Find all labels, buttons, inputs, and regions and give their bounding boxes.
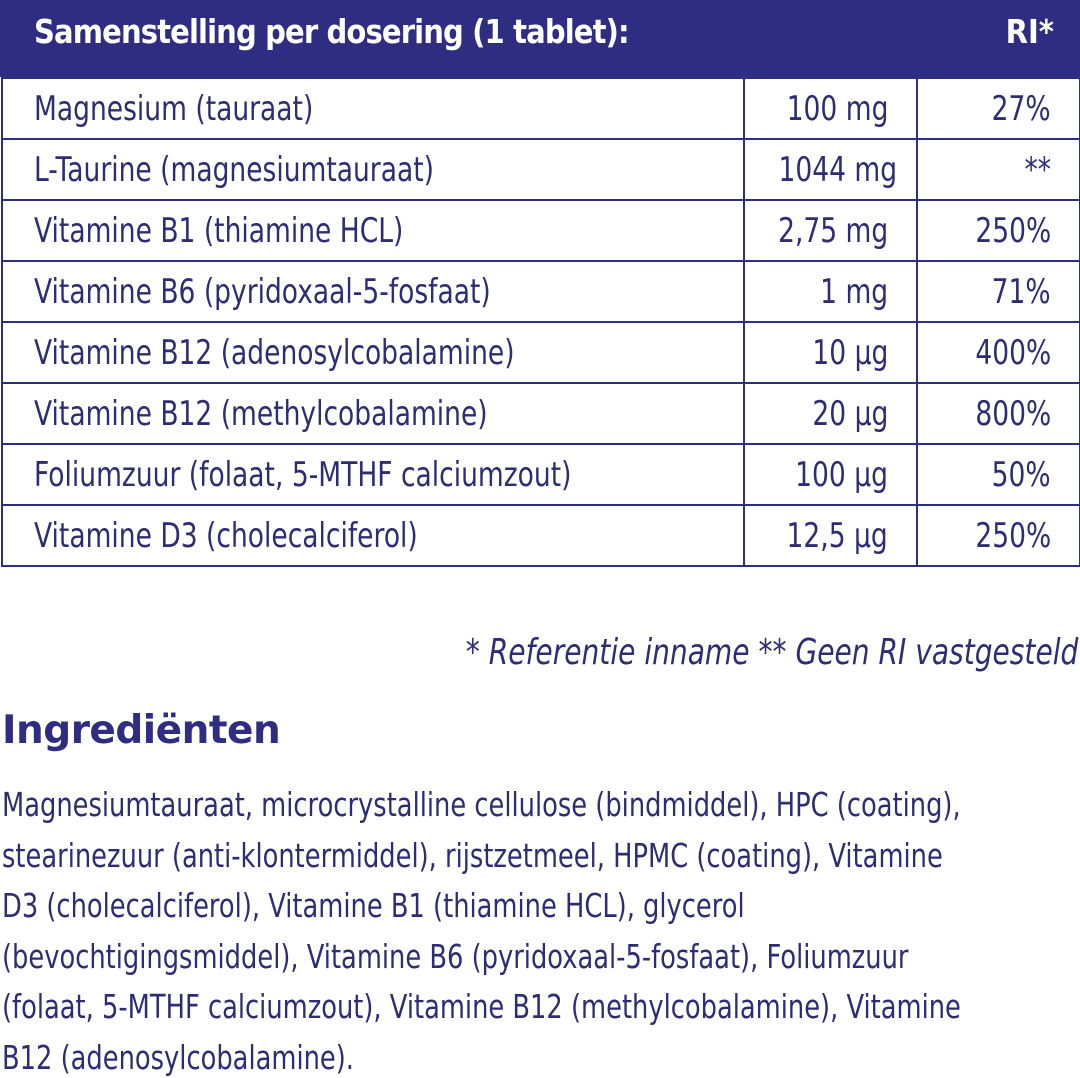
nutrient-amount-cell [744,322,917,383]
nutrient-amount-cell [744,200,917,261]
nutrient-name-cell [2,78,744,139]
nutrient-name-cell [2,200,744,261]
table-row [2,322,1080,383]
nutrient-ri-cell [917,444,1080,505]
nutrient-name: Vitamine B12 (adenosylcobalamine) [34,332,515,373]
table-row [2,78,1080,139]
nutrient-amount-cell [744,78,917,139]
nutrient-amount: 1044 mg [778,149,898,190]
table-row [2,383,1080,444]
nutrient-name: Vitamine B12 (methylcobalamine) [34,393,488,434]
nutrient-amount: 20 µg [812,393,888,434]
ingredients-title: Ingrediënten [2,708,281,753]
ingredients-text: Magnesiumtauraat, microcrystalline cellulose (bindmiddel), HPC (coating), stearinezuur (anti-klontermiddel), rijstzetmeel, HPMC (coating), Vitamine D3 (cholecalciferol), Vitamine B1 (thiamine HCL), glycerol (bevochtigingsmiddel), Vitamine B6 (pyridoxaal-5-fosfaat), Foliumzuur (folaat, 5-MTHF calciumzout), Vitamine B12 (methylcobalamine), Vitamine B12 (adenosylcobalamine). [2,785,961,1077]
nutrient-name-cell [2,322,744,383]
nutrient-ri-cell [917,78,1080,139]
nutrient-ri-cell [917,505,1080,566]
nutrient-amount: 1 mg [820,271,888,312]
nutrient-amount: 100 µg [795,454,888,495]
nutrient-ri: 71% [992,271,1051,312]
nutrient-ri-cell [917,200,1080,261]
nutrient-amount-cell [744,505,917,566]
nutrient-ri: 800% [975,393,1051,434]
nutrient-ri: 250% [975,515,1051,556]
nutrient-name: Vitamine B1 (thiamine HCL) [34,210,404,251]
nutrient-name: Magnesium (tauraat) [34,88,314,129]
nutrient-ri: 250% [975,210,1051,251]
table-row [2,139,1080,200]
nutrient-name-cell [2,383,744,444]
nutrient-name: Vitamine D3 (cholecalciferol) [34,515,418,556]
nutrient-name-cell [2,139,744,200]
nutrient-ri: 400% [975,332,1051,373]
table-row [2,261,1080,322]
nutrient-amount-cell [744,444,917,505]
nutrient-ri-cell [917,139,1080,200]
nutrient-name-cell [2,505,744,566]
table-header [0,0,1080,77]
nutrition-table [1,77,1080,567]
nutrient-name: L-Taurine (magnesiumtauraat) [34,149,434,190]
nutrient-ri: 50% [992,454,1051,495]
nutrient-amount: 2,75 mg [777,210,888,251]
nutrient-ri: ** [1024,149,1051,190]
table-header-title: Samenstelling per dosering (1 tablet): [34,12,629,51]
table-row [2,200,1080,261]
table-footnote: * Referentie inname ** Geen RI vastgesteld [465,632,1078,673]
nutrient-name: Foliumzuur (folaat, 5-MTHF calciumzout) [34,454,572,495]
nutrient-name-cell [2,444,744,505]
nutrient-amount-cell [744,383,917,444]
nutrient-name-cell [2,261,744,322]
table-header-ri: RI* [1005,12,1054,51]
nutrient-amount-cell [744,139,917,200]
nutrient-amount: 12,5 µg [786,515,888,556]
nutrient-ri-cell [917,383,1080,444]
table-row [2,505,1080,566]
table-row [2,444,1080,505]
nutrient-amount-cell [744,261,917,322]
nutrient-name: Vitamine B6 (pyridoxaal-5-fosfaat) [34,271,491,312]
nutrient-amount: 10 µg [812,332,888,373]
nutrient-ri-cell [917,322,1080,383]
nutrient-ri-cell [917,261,1080,322]
nutrient-ri: 27% [992,88,1051,129]
nutrient-amount: 100 mg [786,88,888,129]
